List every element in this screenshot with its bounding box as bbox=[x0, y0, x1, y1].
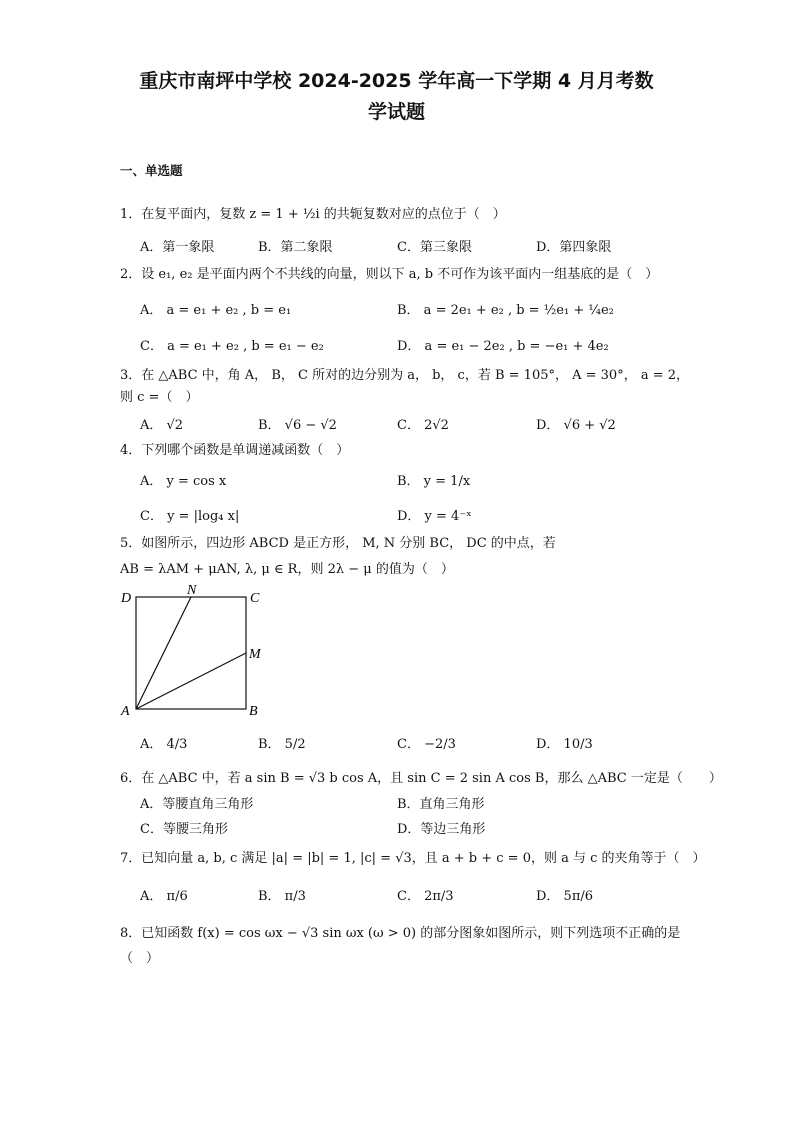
segment-am bbox=[136, 653, 246, 709]
question-8-stem: 8．已知函数 f(x) = cos ωx − √3 sin ωx (ω > 0) 的部分图象如图所示，则下列选项不正确的是 bbox=[120, 926, 681, 941]
q5-option-c: C． −2/3 bbox=[397, 737, 456, 752]
question-4-stem: 4．下列哪个函数是单调递减函数（ ） bbox=[120, 443, 350, 458]
q7-option-a: A． π/6 bbox=[140, 889, 188, 904]
q5-option-b: B． 5/2 bbox=[258, 737, 306, 752]
q7-option-c: C． 2π/3 bbox=[397, 889, 454, 904]
q1-option-c: C．第三象限 bbox=[397, 240, 472, 255]
q3-option-d: D． √6 + √2 bbox=[536, 418, 616, 433]
q6-option-d: D．等边三角形 bbox=[397, 822, 486, 837]
q7-option-b: B． π/3 bbox=[258, 889, 306, 904]
q3-option-a: A． √2 bbox=[140, 418, 184, 433]
q3-option-c: C． 2√2 bbox=[397, 418, 449, 433]
question-1-stem: 1．在复平面内，复数 z = 1 + ½i 的共轭复数对应的点位于（ ） bbox=[120, 207, 506, 222]
q5-option-d: D． 10/3 bbox=[536, 737, 593, 752]
q2-option-d: D． a = e₁ − 2e₂ , b = −e₁ + 4e₂ bbox=[397, 339, 609, 354]
question-8-stem-cont: （ ） bbox=[120, 951, 160, 966]
q1-option-a: A．第一象限 bbox=[140, 240, 215, 255]
q6-option-c: C．等腰三角形 bbox=[140, 822, 228, 837]
question-5-stem-cont: AB = λAM + μAN, λ, μ ∈ R，则 2λ − μ 的值为（ ） bbox=[120, 562, 454, 577]
q4-option-a: A． y = cos x bbox=[140, 474, 227, 489]
label-d: D bbox=[121, 591, 132, 606]
label-b: B bbox=[249, 704, 258, 719]
label-a: A bbox=[121, 704, 130, 719]
question-6-stem: 6．在 △ABC 中，若 a sin B = √3 b cos A，且 sin C = 2 sin A cos B，那么 △ABC 一定是（ ） bbox=[120, 771, 722, 786]
q2-option-b: B． a = 2e₁ + e₂ , b = ½e₁ + ¼e₂ bbox=[397, 303, 614, 318]
q1-option-b: B．第二象限 bbox=[258, 240, 333, 255]
q6-option-b: B．直角三角形 bbox=[397, 797, 485, 812]
segment-an bbox=[136, 597, 191, 709]
square-figure bbox=[118, 584, 278, 719]
square-abcd bbox=[136, 597, 246, 709]
q3-option-b: B． √6 − √2 bbox=[258, 418, 337, 433]
question-3-stem: 3．在 △ABC 中，角 A， B， C 所对的边分别为 a， b， c，若 B = 105°， A = 30°， a = 2， bbox=[120, 368, 690, 383]
q4-option-b: B． y = 1/x bbox=[397, 474, 471, 489]
label-c: C bbox=[250, 591, 260, 606]
question-3-stem-cont: 则 c =（ ） bbox=[120, 390, 199, 405]
section-heading: 一、单选题 bbox=[120, 163, 183, 178]
page-title-line2: 学试题 bbox=[367, 101, 425, 123]
q1-option-d: D．第四象限 bbox=[536, 240, 612, 255]
q4-option-d: D． y = 4⁻ˣ bbox=[397, 509, 472, 524]
question-2-stem: 2．设 e₁, e₂ 是平面内两个不共线的向量，则以下 a, b 不可作为该平面内一组基底的是（ ） bbox=[120, 267, 659, 282]
q2-option-c: C． a = e₁ + e₂ , b = e₁ − e₂ bbox=[140, 339, 324, 354]
page-title-line1: 重庆市南坪中学校 2024-2025 学年高一下学期 4 月月考数 bbox=[139, 70, 654, 92]
q4-option-c: C． y = |log₄ x| bbox=[140, 509, 240, 524]
q7-option-d: D． 5π/6 bbox=[536, 889, 594, 904]
q2-option-a: A． a = e₁ + e₂ , b = e₁ bbox=[140, 303, 292, 318]
label-n: N bbox=[187, 584, 197, 598]
question-5-stem: 5．如图所示，四边形 ABCD 是正方形， M, N 分别 BC， DC 的中点，若 bbox=[120, 536, 556, 551]
q6-option-a: A．等腰直角三角形 bbox=[140, 797, 254, 812]
label-m: M bbox=[249, 647, 261, 662]
q5-option-a: A． 4/3 bbox=[140, 737, 188, 752]
question-7-stem: 7．已知向量 a, b, c 满足 |a| = |b| = 1, |c| = √3，且 a + b + c = 0，则 a 与 c 的夹角等于（ ） bbox=[120, 851, 706, 866]
